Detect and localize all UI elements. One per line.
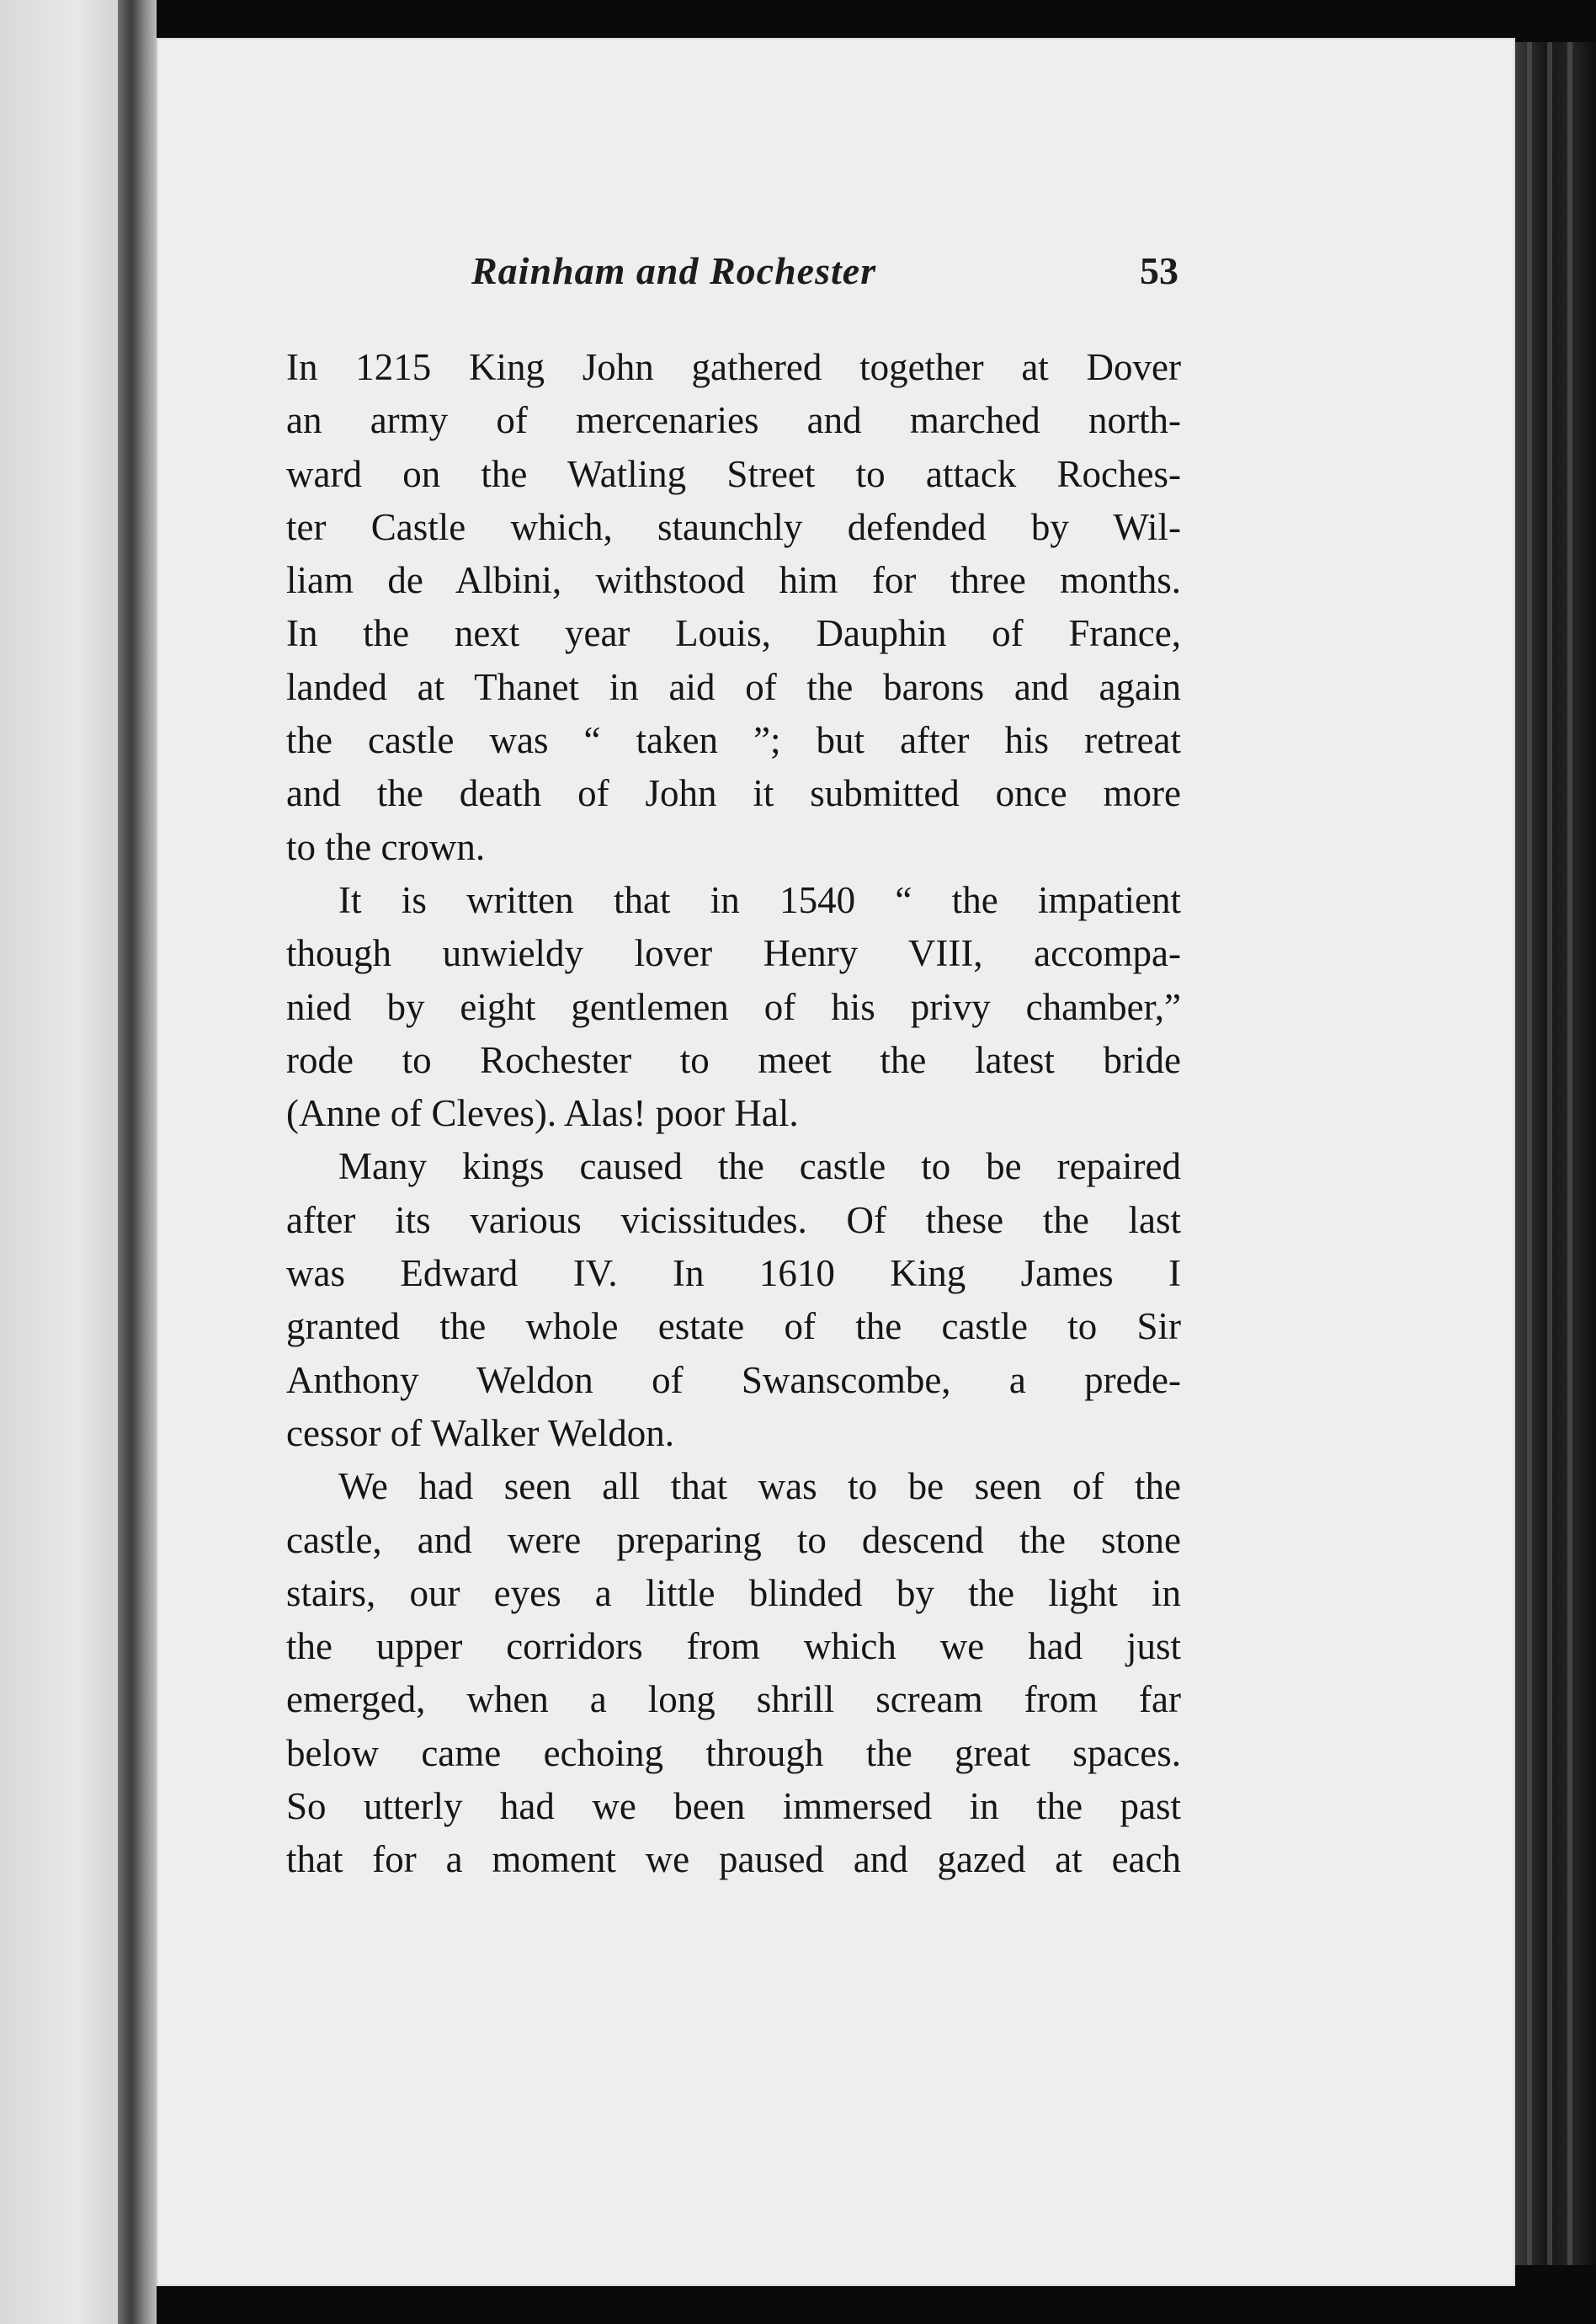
text-line: ward on the Watling Street to attack Roches- — [286, 452, 1181, 495]
running-head — [286, 248, 1178, 299]
running-title: Rainham and Rochester — [471, 249, 877, 292]
text-line: Anthony Weldon of Swanscombe, a prede- — [286, 1358, 1181, 1401]
text-line: ter Castle which, staunchly defended by Wil- — [286, 505, 1181, 548]
text-line: In the next year Louis, Dauphin of France, — [286, 612, 1181, 655]
paragraph — [286, 1140, 1181, 1460]
body-text — [286, 341, 1181, 1887]
paragraph — [286, 874, 1181, 1140]
text-line: In 1215 King John gathered together at Dover — [286, 346, 1181, 388]
text-line: castle, and were preparing to descend the stone — [286, 1518, 1181, 1561]
book-gutter — [118, 0, 157, 2324]
text-line: liam de Albini, withstood him for three months. — [286, 559, 1181, 602]
text-line: So utterly had we been immersed in the past — [286, 1785, 1181, 1828]
text-line: after its various vicissitudes. Of these the last — [286, 1198, 1181, 1241]
text-line: an army of mercenaries and marched north- — [286, 399, 1181, 442]
text-line: the castle was “ taken ”; but after his retreat — [286, 719, 1181, 762]
text-line: the upper corridors from which we had just — [286, 1625, 1181, 1668]
text-line: granted the whole estate of the castle to Sir — [286, 1305, 1181, 1348]
text-line: Many kings caused the castle to be repaired — [338, 1145, 1181, 1188]
paragraph — [286, 341, 1181, 874]
text-line: nied by eight gentlemen of his privy chamber,” — [286, 985, 1181, 1028]
text-line: that for a moment we paused and gazed at each — [286, 1838, 1181, 1881]
page-edges — [1515, 42, 1596, 2265]
text-line: rode to Rochester to meet the latest bride — [286, 1038, 1181, 1081]
text-line: was Edward IV. In 1610 King James I — [286, 1252, 1181, 1295]
text-line: cessor of Walker Weldon. — [286, 1411, 674, 1454]
paragraph — [286, 1460, 1181, 1886]
text-line: It is written that in 1540 “ the impatient — [338, 878, 1181, 921]
text-line: emerged, when a long shrill scream from far — [286, 1678, 1181, 1721]
text-line: stairs, our eyes a little blinded by the light in — [286, 1571, 1181, 1614]
page-number: 53 — [1140, 249, 1178, 292]
text-line: landed at Thanet in aid of the barons and again — [286, 665, 1181, 708]
text-line: We had seen all that was to be seen of the — [338, 1465, 1181, 1508]
text-line: (Anne of Cleves). Alas! poor Hal. — [286, 1092, 799, 1135]
text-line: to the crown. — [286, 825, 486, 868]
facing-page-edge — [0, 0, 126, 2324]
text-line: and the death of John it submitted once more — [286, 772, 1181, 815]
text-line: though unwieldy lover Henry VIII, accompa- — [286, 932, 1181, 975]
text-line: below came echoing through the great spaces. — [286, 1731, 1181, 1774]
